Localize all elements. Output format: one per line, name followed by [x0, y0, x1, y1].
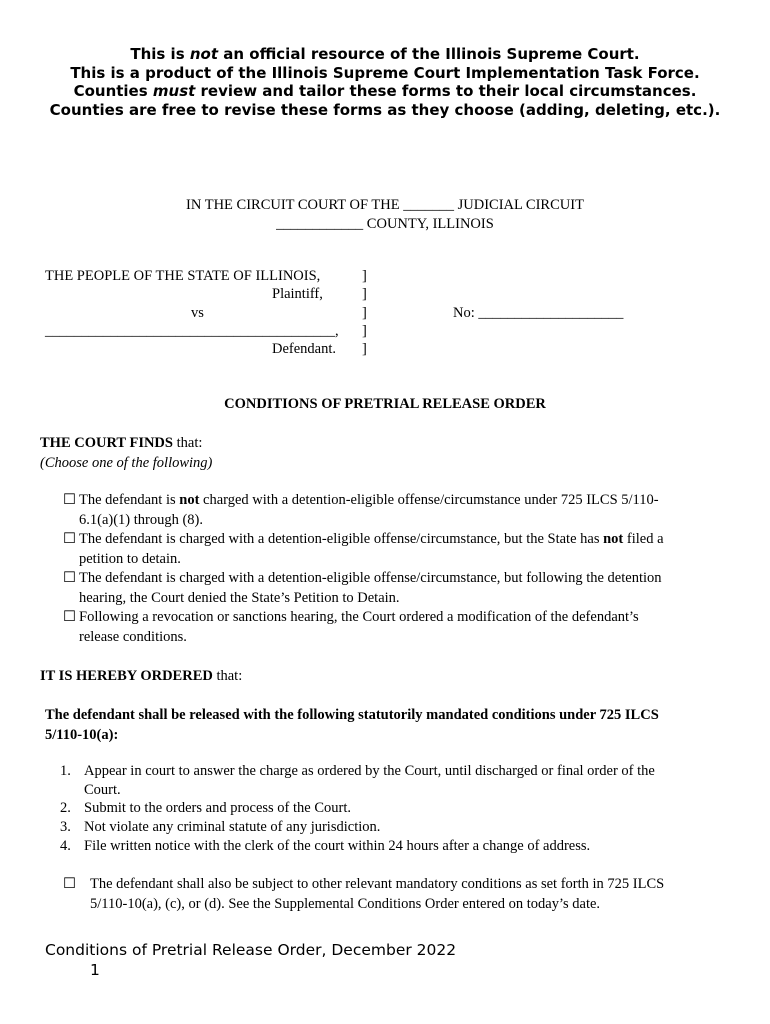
- condition-item-1: 1. Appear in court to answer the charge as ordered by the Court, until discharged or final order of the Court.: [60, 763, 655, 798]
- checkbox-icon[interactable]: ☐: [63, 492, 76, 508]
- disclaimer-line-2: This is a product of the Illinois Supreme Court Implementation Task Force.: [70, 63, 700, 82]
- caption-vs: vs: [191, 305, 204, 321]
- court-line-2: ____________ COUNTY, ILLINOIS: [276, 216, 494, 232]
- checkbox-icon[interactable]: ☐: [63, 570, 76, 586]
- caption-plaintiff: Plaintiff,: [272, 286, 323, 302]
- finding-option-1[interactable]: ☐ The defendant is not charged with a detention-eligible offense/circumstance under 725 ILCS 5/110- 6.1(a)(1) through (8).: [63, 492, 659, 528]
- condition-item-2: 2. Submit to the orders and process of the Court.: [60, 800, 351, 816]
- disclaimer-line-3: Counties must review and tailor these forms to their local circumstances.: [73, 82, 697, 100]
- disclaimer-line-4: Counties are free to revise these forms as they choose (adding, deleting, etc.).: [49, 100, 721, 119]
- finding-option-4[interactable]: ☐ Following a revocation or sanctions hearing, the Court ordered a modification of the defendant’s release conditions.: [63, 609, 639, 645]
- caption-bracket: ]: [362, 268, 367, 284]
- case-number-field[interactable]: No: ____________________: [453, 305, 624, 321]
- checkbox-icon[interactable]: ☐: [63, 876, 76, 892]
- caption-people: THE PEOPLE OF THE STATE OF ILLINOIS,: [45, 268, 321, 284]
- caption-bracket: ]: [362, 305, 367, 321]
- caption-bracket: ]: [362, 323, 367, 339]
- condition-item-4: 4. File written notice with the clerk of the court within 24 hours after a change of address.: [60, 838, 591, 854]
- finding-option-2[interactable]: ☐ The defendant is charged with a detention-eligible offense/circumstance, but the State has not filed a petition to detain.: [63, 531, 664, 567]
- ordered-heading: IT IS HEREBY ORDERED that:: [40, 668, 243, 684]
- disclaimer-line-1: This is not an official resource of the Illinois Supreme Court.: [130, 45, 640, 63]
- checkbox-icon[interactable]: ☐: [63, 531, 76, 547]
- page-number: 1: [90, 960, 100, 979]
- disclaimer-banner: [0, 45, 770, 119]
- court-heading: [0, 196, 770, 234]
- checkbox-icon[interactable]: ☐: [63, 609, 76, 625]
- choose-instruction: (Choose one of the following): [40, 455, 213, 471]
- caption-defendant-line: ________________________________________,: [45, 323, 339, 339]
- court-line-1: IN THE CIRCUIT COURT OF THE _______ JUDICIAL CIRCUIT: [186, 197, 584, 213]
- page-footer: [45, 941, 456, 980]
- mandated-conditions-intro: The defendant shall be released with the following statutorily mandated conditions under 725 ILCS 5/110-10(a):: [45, 707, 659, 743]
- caption-defendant: Defendant.: [272, 341, 337, 357]
- court-finds-heading: THE COURT FINDS that:: [40, 435, 203, 451]
- order-title: CONDITIONS OF PRETRIAL RELEASE ORDER: [224, 396, 546, 412]
- footer-form-title: Conditions of Pretrial Release Order, December 2022: [45, 941, 457, 959]
- caption-bracket: ]: [362, 286, 367, 302]
- finding-option-3[interactable]: ☐ The defendant is charged with a detention-eligible offense/circumstance, but following the detention hearing, the Court denied the State’s Petition to Detain.: [63, 570, 662, 606]
- condition-item-3: 3. Not violate any criminal statute of any jurisdiction.: [60, 819, 381, 835]
- supplemental-conditions-option[interactable]: ☐ The defendant shall also be subject to other relevant mandatory conditions as set forth in 725 ILCS 5/110-10(a), (c), or (d). See the Supplemental Conditions Order entered on today’s date.: [63, 876, 665, 912]
- caption-bracket: ]: [362, 341, 367, 357]
